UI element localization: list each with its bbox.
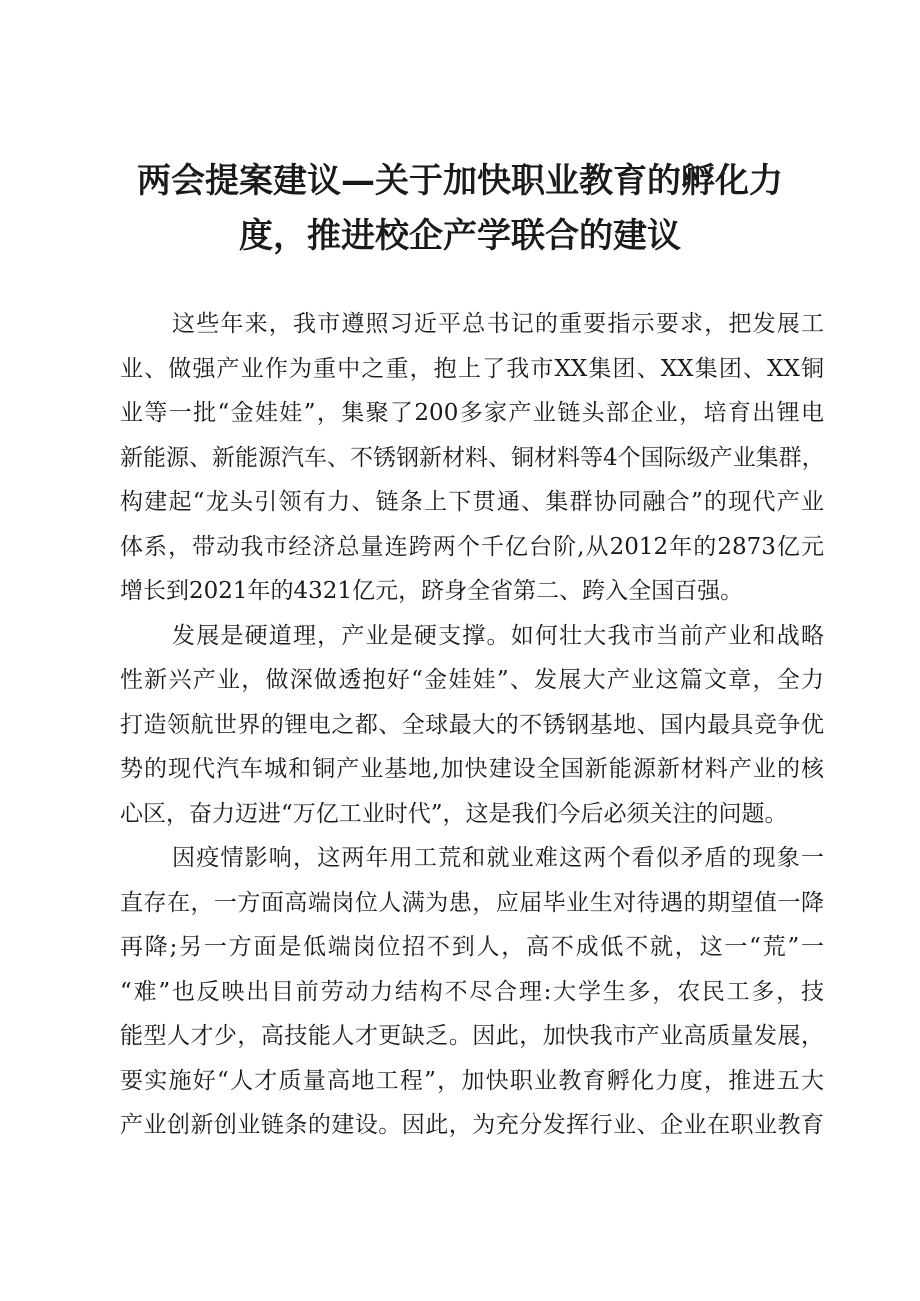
document-body (120, 302, 824, 1148)
text-line: 业、做强产业作为重中之重，抱上了我市XX集团、XX集团、XX铜 (120, 355, 824, 382)
text-line: 势的现代汽车城和铜产业基地,加快建设全国新能源新材料产业的核 (120, 756, 824, 782)
paragraph-3 (120, 836, 824, 1148)
text-line: 能型人才少，高技能人才更缺乏。因此，加快我市产业高质量发展， (120, 1023, 824, 1049)
title-line: 度，推进校企产学联合的建议 (239, 216, 681, 256)
text-line: 这些年来，我市遵照习近平总书记的重要指示要求，把发展工 (172, 311, 824, 337)
text-line: 业等一批“金娃娃”，集聚了200多家产业链头部企业，培育出锂电 (120, 400, 824, 426)
text-line: 打造领航世界的锂电之都、全球最大的不锈钢基地、国内最具竞争优 (120, 711, 824, 738)
text-line: 产业创新创业链条的建设。因此，为充分发挥行业、企业在职业教育 (120, 1112, 824, 1138)
paragraph-2 (120, 614, 824, 837)
text-line: “难”也反映出目前劳动力结构不尽合理:大学生多，农民工多，技 (120, 978, 824, 1005)
text-line: 再降;另一方面是低端岗位招不到人，高不成低不就，这一“荒”一 (120, 934, 824, 960)
title-line: 两会提案建议—关于加快职业教育的孵化力 (137, 161, 783, 201)
text-line: 直存在，一方面高端岗位人满为患，应届毕业生对待遇的期望值一降 (120, 889, 824, 916)
text-line: 心区，奋力迈进“万亿工业时代”，这是我们今后必须关注的问题。 (120, 800, 788, 827)
text-line: 构建起“龙头引领有力、链条上下贯通、集群协同融合”的现代产业 (120, 489, 824, 515)
text-line: 新能源、新能源汽车、不锈钢新材料、铜材料等4个国际级产业集群， (120, 444, 825, 471)
text-line: 性新兴产业，做深做透抱好“金娃娃”、发展大产业这篇文章，全力 (120, 667, 824, 693)
text-line: 增长到2021年的4321亿元，跻身全省第二、跨入全国百强。 (120, 578, 744, 604)
text-line: 体系，带动我市经济总量连跨两个千亿台阶,从2012年的2873亿元 (120, 533, 824, 560)
text-line: 要实施好“人才质量高地工程”，加快职业教育孵化力度，推进五大 (120, 1067, 824, 1094)
text-line: 发展是硬道理，产业是硬支撑。如何壮大我市当前产业和战略 (172, 622, 824, 649)
paragraph-1 (120, 302, 824, 614)
document-title (100, 154, 820, 264)
text-line: 因疫情影响，这两年用工荒和就业难这两个看似矛盾的现象一 (172, 845, 824, 871)
